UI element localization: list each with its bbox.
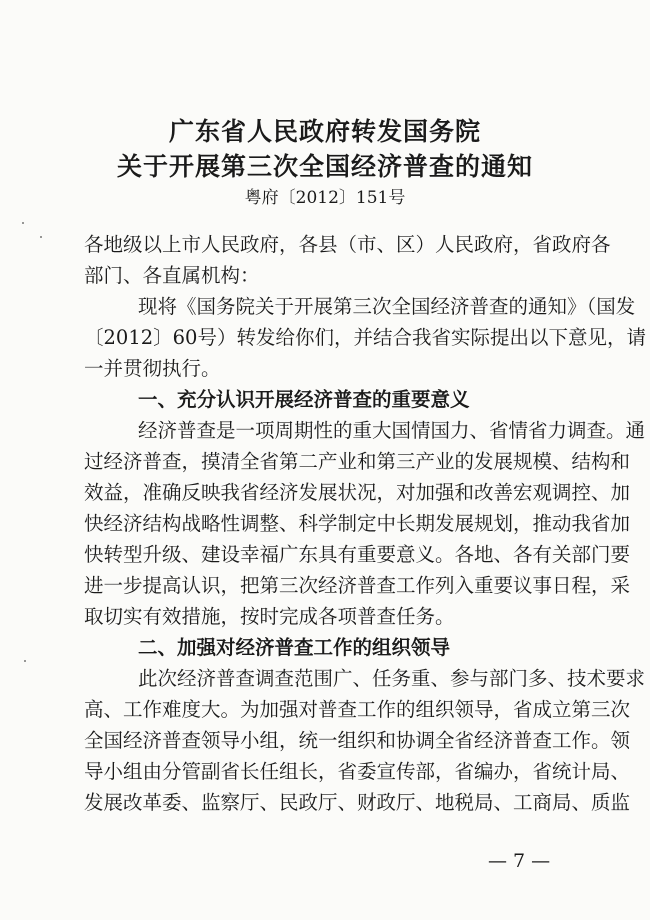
body-text-line: 过经济普查，摸清全省第二产业和第三产业的发展规模、结构和 [84,450,631,473]
body-text-line: 快转型升级、建设幸福广东具有重要意义。各地、各有关部门要 [84,543,631,566]
section-heading: 一、充分认识开展经济普查的重要意义 [138,388,470,411]
page-number: — 7 — [488,850,551,872]
body-text-line: 导小组由分管副省长任组长，省委宣传部，省编办，省统计局、 [84,760,631,783]
document-title-line-2: 关于开展第三次全国经济普查的通知 [116,152,533,181]
body-text-line: 进一步提高认识，把第三次经济普查工作列入重要议事日程，采 [84,574,631,597]
body-text-line: 高、工作难度大。为加强对普查工作的组织领导，省成立第三次 [84,698,631,721]
body-text-line: 一并贯彻执行。 [84,357,221,380]
body-text-line: 此次经济普查调查范围广、任务重、参与部门多、技术要求 [138,667,646,690]
section-heading: 二、加强对经济普查工作的组织领导 [138,636,451,659]
body-text-line: 〔2012〕60号）转发给你们，并结合我省实际提出以下意见，请 [84,326,646,349]
scan-speck [40,236,42,238]
body-text-line: 取切实有效措施，按时完成各项普查任务。 [84,605,455,628]
body-text-line: 全国经济普查领导小组，统一组织和协调全省经济普查工作。领 [84,729,631,752]
body-text-line: 现将《国务院关于开展第三次全国经济普查的通知》（国发 [138,295,636,318]
body-text-line: 各地级以上市人民政府，各县（市、区）人民政府，省政府各 [84,233,611,256]
scan-speck [24,660,26,662]
body-text-line: 效益，准确反映我省经济发展状况，对加强和改善宏观调控、加 [84,481,631,504]
body-text-line: 经济普查是一项周期性的重大国情国力、省情省力调查。通 [138,419,646,442]
document-title-line-1: 广东省人民政府转发国务院 [168,117,481,146]
scan-speck [22,222,24,224]
document-number: 粤府〔2012〕151号 [244,188,406,208]
body-text-line: 部门、各直属机构： [84,264,260,287]
body-text-line: 发展改革委、监察厅、民政厅、财政厅、地税局、工商局、质监 [84,791,631,814]
body-text-line: 快经济结构战略性调整、科学制定中长期发展规划，推动我省加 [84,512,631,535]
